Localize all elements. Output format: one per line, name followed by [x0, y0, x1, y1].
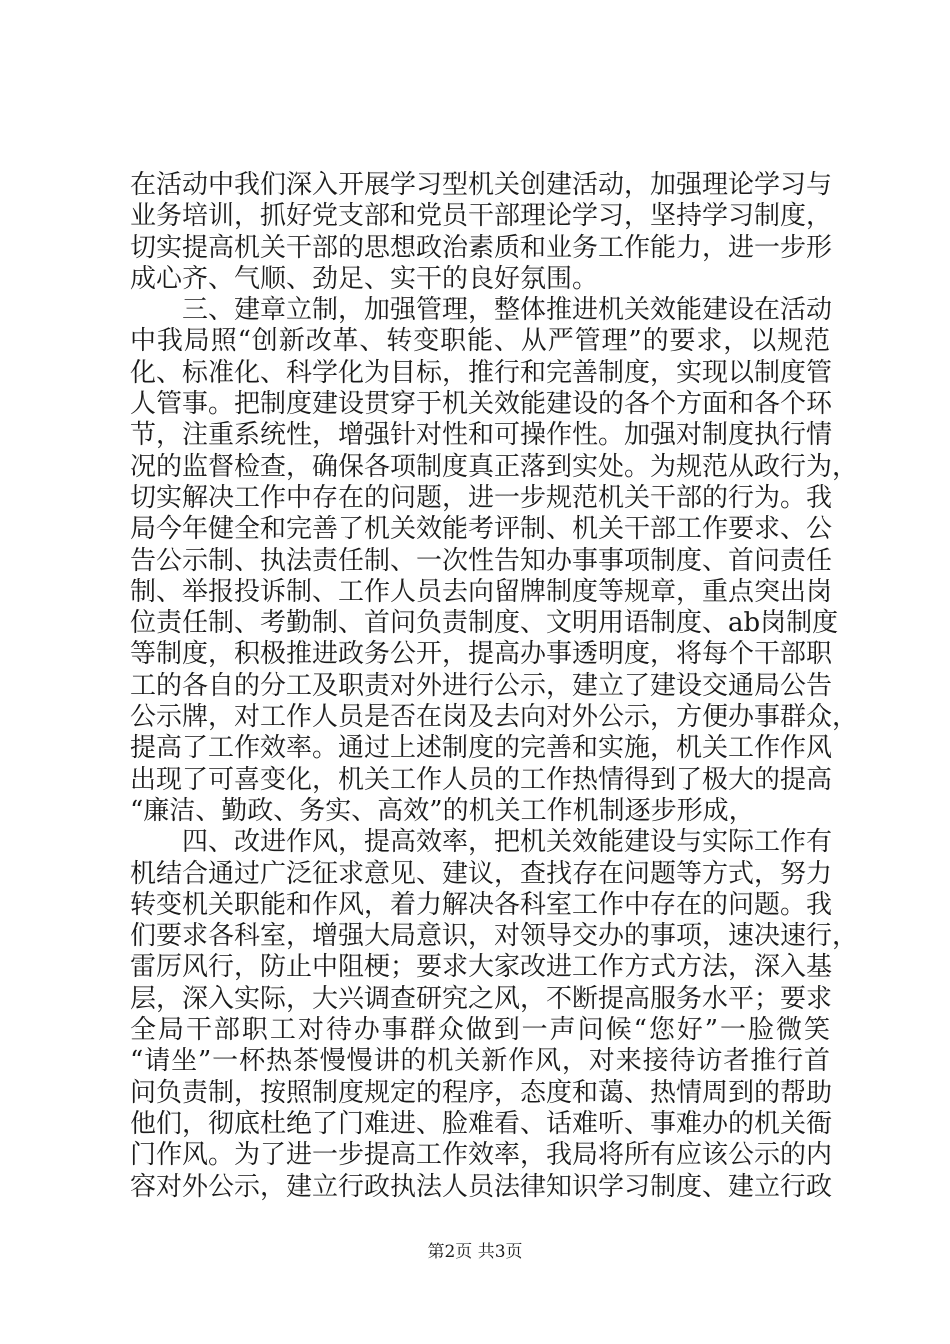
- text-line: 况的监督检查，确保各项制度真正落到实处。为规范从政行为，: [130, 451, 859, 482]
- text-line: 在活动中我们深入开展学习型机关创建活动，加强理论学习与: [130, 170, 833, 200]
- text-line: 等制度，积极推进政务公开，提高办事透明度，将每个干部职: [130, 639, 833, 670]
- text-line: 化、标准化、科学化为目标，推行和完善制度，实现以制度管: [130, 357, 833, 388]
- text-line: 位责任制、考勤制、首问负责制度、文明用语制度、ab岗制度: [130, 608, 839, 639]
- text-line: 提高了工作效率。通过上述制度的完善和实施，机关工作作风: [130, 733, 833, 764]
- text-line: 们要求各科室，增强大局意识，对领导交办的事项，速决速行，: [130, 921, 859, 952]
- text-line: 切实解决工作中存在的问题，进一步规范机关干部的行为。我: [130, 482, 833, 513]
- text-line: 制、举报投诉制、工作人员去向留牌制度等规章，重点突出岗: [130, 576, 833, 607]
- text-line: 出现了可喜变化，机关工作人员的工作热情得到了极大的提高: [130, 764, 833, 795]
- text-line: 成心齐、气顺、劲足、实干的良好氛围。: [130, 263, 599, 294]
- page-footer: [0, 1241, 950, 1263]
- text-line: 层，深入实际，大兴调查研究之风，不断提高服务水平；要求: [130, 983, 833, 1014]
- text-line: 工的各自的分工及职责对外进行公示，建立了建设交通局公告: [130, 670, 833, 701]
- text-line: 切实提高机关干部的思想政治素质和业务工作能力，进一步形: [130, 232, 833, 263]
- text-line: 机结合通过广泛征求意见、建议，查找存在问题等方式，努力: [130, 858, 833, 889]
- text-line: “请坐”一杯热茶慢慢讲的机关新作风，对来接待访者推行首: [130, 1046, 830, 1077]
- text-line: 转变机关职能和作风，着力解决各科室工作中存在的问题。我: [130, 889, 833, 920]
- text-line: 节，注重系统性，增强针对性和可操作性。加强对制度执行情: [130, 420, 833, 451]
- text-line: 人管事。把制度建设贯穿于机关效能建设的各个方面和各个环: [130, 389, 833, 420]
- text-line: 容对外公示，建立行政执法人员法律知识学习制度、建立行政: [130, 1171, 833, 1202]
- text-line: 全局干部职工对待办事群众做到一声问候“您好”一脸微笑: [130, 1015, 830, 1046]
- text-line: 他们，彻底杜绝了门难进、脸难看、话难听、事难办的机关衙: [130, 1108, 833, 1139]
- text-line: 告公示制、执法责任制、一次性告知办事事项制度、首问责任: [130, 545, 833, 576]
- text-line: 公示牌，对工作人员是否在岗及去向对外公示，方便办事群众，: [130, 702, 859, 733]
- text-line: 局今年健全和完善了机关效能考评制、机关干部工作要求、公: [130, 514, 833, 545]
- page-number-label: 第2页 共3页: [427, 1242, 523, 1262]
- paragraph-first-line: 四、改进作风，提高效率，把机关效能建设与实际工作有: [182, 827, 833, 858]
- text-line: 问负责制，按照制度规定的程序，态度和蔼、热情周到的帮助: [130, 1077, 833, 1108]
- text-line: 业务培训，抓好党支部和党员干部理论学习，坚持学习制度，: [130, 201, 833, 232]
- text-line: “廉洁、勤政、务实、高效”的机关工作机制逐步形成，: [130, 795, 755, 826]
- document-body: [130, 170, 859, 1203]
- text-line: 雷厉风行，防止中阻梗；要求大家改进工作方式方法，深入基: [130, 952, 833, 983]
- text-line: 门作风。为了进一步提高工作效率，我局将所有应该公示的内: [130, 1140, 833, 1171]
- paragraph-first-line: 三、建章立制，加强管理，整体推进机关效能建设在活动: [182, 295, 833, 326]
- text-line: 中我局照“创新改革、转变职能、从严管理”的要求，以规范: [130, 326, 830, 357]
